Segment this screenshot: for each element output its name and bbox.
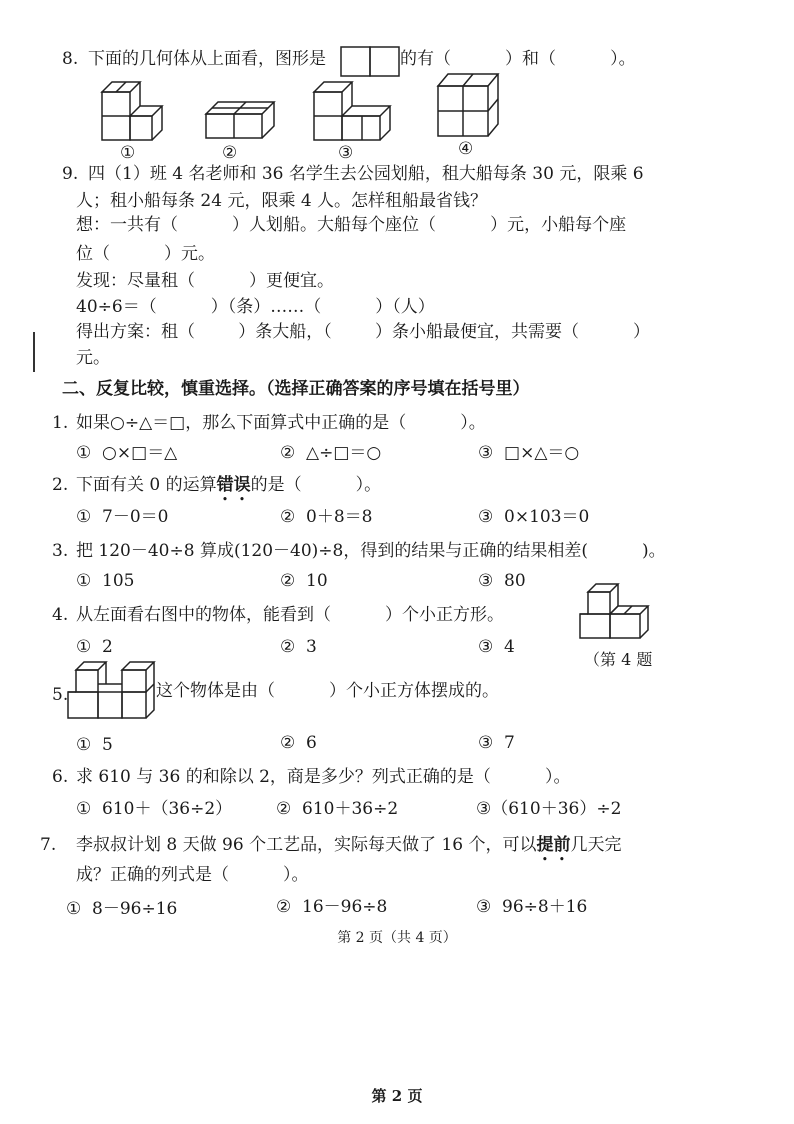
c4-option-2: ② 3 xyxy=(280,637,317,657)
c1-option-1: ① ○×□＝△ xyxy=(76,443,178,463)
c3-option-3: ③ 80 xyxy=(478,571,526,591)
c2-option-1: ① 7－0＝0 xyxy=(76,507,169,527)
c7-option-3: ③ 96÷8＋16 xyxy=(476,897,588,917)
c2-option-2: ② 0＋8＝8 xyxy=(280,507,373,527)
c2-text xyxy=(76,474,381,505)
c5-option-1: ① 5 xyxy=(76,735,113,755)
c7-line-2: 成？正确的列式是（ ）。 xyxy=(76,865,309,885)
outer-footer-a: 第 xyxy=(371,1087,392,1105)
q9-line-4: 位（ ）元。 xyxy=(76,244,216,264)
q9-line-2: 人；租小船每条 24 元，限乘 4 人。怎样租船最省钱？ xyxy=(76,191,488,211)
c4-caption: （第 4 题 xyxy=(584,650,653,669)
q9-line-8: 元。 xyxy=(76,348,110,368)
q8-text-a: 下面的几何体从上面看，图形是 xyxy=(88,49,326,69)
c2-option-3: ③ 0×103＝0 xyxy=(478,507,590,527)
q8-solid-3-figure xyxy=(312,78,392,142)
c1-text: 如果○÷△＝□，那么下面算式中正确的是（ ）。 xyxy=(76,413,486,433)
c6-text: 求 610 与 36 的和除以 2，商是多少？列式正确的是（ ）。 xyxy=(76,767,571,787)
c6-number: 6. xyxy=(52,767,69,787)
c5-option-2: ② 6 xyxy=(280,733,317,753)
c2-text-a: 下面有关 0 的运算 xyxy=(76,475,217,495)
c4-solid-figure xyxy=(578,582,650,644)
q8-solid-4-figure xyxy=(436,72,500,140)
q9-line-7: 得出方案：租（ ）条大船，（ ）条小船最便宜，共需要（ ） xyxy=(76,322,650,342)
c4-option-1: ① 2 xyxy=(76,637,113,657)
outer-footer-num: 2 xyxy=(391,1087,403,1105)
q8-text-b: 的有（ ）和（ ）。 xyxy=(400,49,636,69)
q8-label-1: ① xyxy=(120,143,136,163)
q8-solid-2-figure xyxy=(204,100,276,142)
c3-option-1: ① 105 xyxy=(76,571,135,591)
c2-emphasis: 错误 xyxy=(216,475,251,495)
c2-number: 2. xyxy=(52,475,69,495)
c3-option-2: ② 10 xyxy=(280,571,328,591)
c7-line-1 xyxy=(76,834,622,865)
c1-number: 1. xyxy=(52,413,69,433)
top-view-two-squares-figure xyxy=(340,46,402,78)
q8-number: 8. xyxy=(62,49,79,69)
c3-number: 3. xyxy=(52,541,69,561)
q9-number: 9. xyxy=(62,164,79,184)
c3-text: 把 120－40÷8 算成(120－40)÷8，得到的结果与正确的结果相差( )。 xyxy=(76,541,666,561)
c2-text-b: 的是（ ）。 xyxy=(250,475,382,495)
c4-text: 从左面看右图中的物体，能看到（ ）个小正方形。 xyxy=(76,605,505,625)
q9-line-6: 40÷6＝（ ）（条）……（ ）（人） xyxy=(76,297,435,317)
c7-option-2: ② 16－96÷8 xyxy=(276,897,388,917)
c5-option-3: ③ 7 xyxy=(478,733,515,753)
c7-emphasis: 提前 xyxy=(536,835,571,855)
c7-option-1: ① 8－96÷16 xyxy=(66,899,178,919)
outer-page-footer xyxy=(0,1086,794,1106)
c7-line-1-a: 李叔叔计划 8 天做 96 个工艺品，实际每天做了 16 个，可以 xyxy=(76,835,537,855)
margin-mark xyxy=(33,332,35,372)
q8-label-2: ② xyxy=(222,143,238,163)
inner-page-footer: 第 2 页（共 4 页） xyxy=(337,930,457,946)
q9-line-1: 四（1）班 4 名老师和 36 名学生去公园划船，租大船每条 30 元，限乘 6 xyxy=(88,164,644,184)
outer-footer-b: 页 xyxy=(402,1087,423,1105)
c1-option-2: ② △÷□＝○ xyxy=(280,443,382,463)
c5-solid-figure xyxy=(66,660,158,720)
c6-option-1: ① 610＋（36÷2） xyxy=(76,799,233,819)
c5-number: 5. xyxy=(52,685,69,705)
c6-option-2: ② 610＋36÷2 xyxy=(276,799,399,819)
section-2-title: 二、反复比较，慎重选择。（选择正确答案的序号填在括号里） xyxy=(62,379,530,399)
c1-option-3: ③ □×△＝○ xyxy=(478,443,580,463)
c4-option-3: ③ 4 xyxy=(478,637,515,657)
c7-number: 7. xyxy=(40,835,57,855)
c4-number: 4. xyxy=(52,605,69,625)
c7-line-1-b: 几天完 xyxy=(570,835,622,855)
q9-line-3: 想：一共有（ ）人划船。大船每个座位（ ）元，小船每个座 xyxy=(76,215,627,235)
q9-line-5: 发现：尽量租（ ）更便宜。 xyxy=(76,271,335,291)
c6-option-3: ③（610＋36）÷2 xyxy=(476,799,622,819)
c5-text: 这个物体是由（ ）个小正方体摆成的。 xyxy=(156,681,500,701)
q8-solid-1-figure xyxy=(100,78,164,142)
q8-label-4: ④ xyxy=(458,139,474,159)
q8-label-3: ③ xyxy=(338,143,354,163)
